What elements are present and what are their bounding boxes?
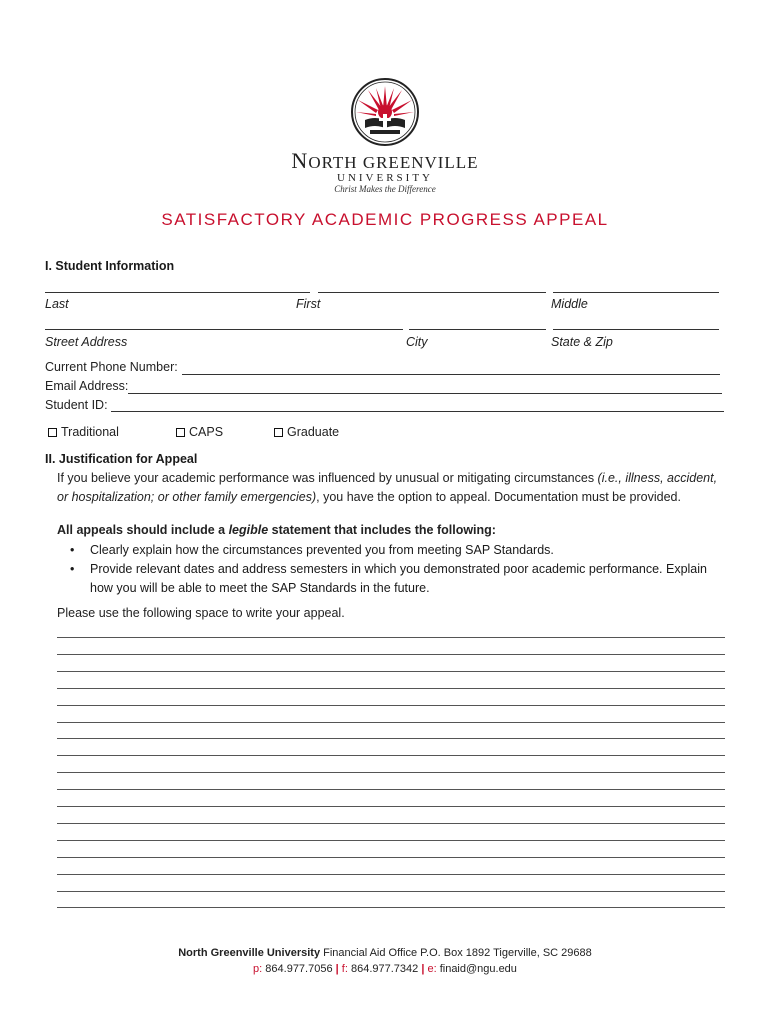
street-address-field[interactable] — [45, 329, 403, 330]
appeal-writing-line[interactable] — [57, 738, 725, 739]
appeal-writing-line[interactable] — [57, 705, 725, 706]
street-address-label: Street Address — [45, 335, 128, 349]
university-label: UNIVERSITY — [337, 172, 433, 184]
requirement-text-1: All appeals should include a — [57, 523, 229, 537]
wordmark-rest: ORTH GREENVILLE — [308, 153, 479, 172]
first-name-field[interactable] — [318, 292, 546, 293]
email-field[interactable] — [128, 393, 722, 394]
appeal-writing-line[interactable] — [57, 772, 725, 773]
checkbox-traditional[interactable] — [48, 425, 119, 439]
section-justification-heading: II. Justification for Appeal — [45, 452, 198, 466]
email-prefix: e: — [427, 963, 437, 975]
intro-text-1: If you believe your academic performance was influenced by unusual or mitigating circumstances — [57, 471, 598, 485]
middle-label: Middle — [551, 297, 588, 311]
wordmark-initial: N — [291, 148, 309, 173]
last-name-field[interactable] — [45, 292, 310, 293]
checkbox-icon — [176, 428, 185, 437]
page-title: SATISFACTORY ACADEMIC PROGRESS APPEAL — [161, 210, 609, 229]
appeal-intro — [57, 469, 727, 507]
state-zip-field[interactable] — [553, 329, 719, 330]
checkbox-icon — [48, 428, 57, 437]
seal-emblem-icon — [270, 78, 500, 148]
appeal-writing-line[interactable] — [57, 789, 725, 790]
city-field[interactable] — [409, 329, 546, 330]
wordmark — [270, 148, 500, 174]
middle-name-field[interactable] — [553, 292, 719, 293]
appeal-writing-line[interactable] — [57, 654, 725, 655]
appeal-writing-line[interactable] — [57, 823, 725, 824]
appeal-writing-line[interactable] — [57, 857, 725, 858]
appeal-writing-line[interactable] — [57, 688, 725, 689]
appeal-writing-line[interactable] — [57, 907, 725, 908]
student-id-field[interactable] — [111, 411, 724, 412]
appeal-writing-line[interactable] — [57, 637, 725, 638]
intro-examples: (i.e., illness, accident, or hospitalization; or other family emergencies) — [57, 471, 718, 504]
appeal-writing-line[interactable] — [57, 874, 725, 875]
section-student-info-heading: I. Student Information — [45, 259, 175, 273]
list-item: • Clearly explain how the circumstances prevented you from meeting SAP Standards. — [66, 541, 726, 560]
requirement-text-2: statement that includes the following: — [268, 523, 496, 537]
appeal-requirements — [57, 521, 727, 540]
appeal-writing-line[interactable] — [57, 891, 725, 892]
checkbox-traditional-label: Traditional — [61, 425, 119, 439]
requirement-emphasis: legible — [228, 523, 269, 537]
separator: | — [421, 963, 425, 975]
phone-field[interactable] — [182, 374, 720, 375]
checkbox-graduate[interactable] — [274, 425, 339, 439]
email-label: Email Address: — [45, 379, 129, 393]
tagline: Christ Makes the Difference — [334, 184, 436, 194]
checkbox-caps[interactable] — [176, 425, 223, 439]
appeal-instruction: Please use the following space to write your appeal. — [57, 606, 345, 620]
phone-label: Current Phone Number: — [45, 360, 178, 374]
footer-address — [0, 947, 770, 959]
intro-text-2: , you have the option to appeal. Documentation must be provided. — [316, 490, 681, 504]
appeal-writing-line[interactable] — [57, 806, 725, 807]
separator: | — [335, 963, 339, 975]
appeal-writing-line[interactable] — [57, 671, 725, 672]
checkbox-icon — [274, 428, 283, 437]
last-label: Last — [45, 297, 69, 311]
footer-org: North Greenville University — [178, 947, 321, 959]
university-logo — [270, 78, 500, 198]
appeal-writing-line[interactable] — [57, 840, 725, 841]
requirements-list — [66, 541, 726, 598]
appeal-writing-line[interactable] — [57, 755, 725, 756]
student-id-label: Student ID: — [45, 398, 108, 412]
appeal-writing-line[interactable] — [57, 722, 725, 723]
checkbox-graduate-label: Graduate — [287, 425, 340, 439]
phone-prefix: p: — [253, 963, 263, 975]
city-label: City — [406, 335, 428, 349]
footer-address-text: Financial Aid Office P.O. Box 1892 Tigerville, SC 29688 — [320, 947, 592, 959]
footer-email: finaid@ngu.edu — [436, 963, 517, 975]
state-zip-label: State & Zip — [551, 335, 613, 349]
footer-fax: 864.977.7342 — [347, 963, 422, 975]
list-item: • Provide relevant dates and address semesters in which you demonstrated poor academic performance. Explain how you will be able to meet the SAP Standards in the future. — [66, 560, 726, 598]
footer-contact — [0, 963, 770, 975]
first-label: First — [296, 297, 321, 311]
checkbox-caps-label: CAPS — [189, 425, 224, 439]
footer-phone: 864.977.7056 — [262, 963, 336, 975]
fax-prefix: f: — [341, 963, 348, 975]
